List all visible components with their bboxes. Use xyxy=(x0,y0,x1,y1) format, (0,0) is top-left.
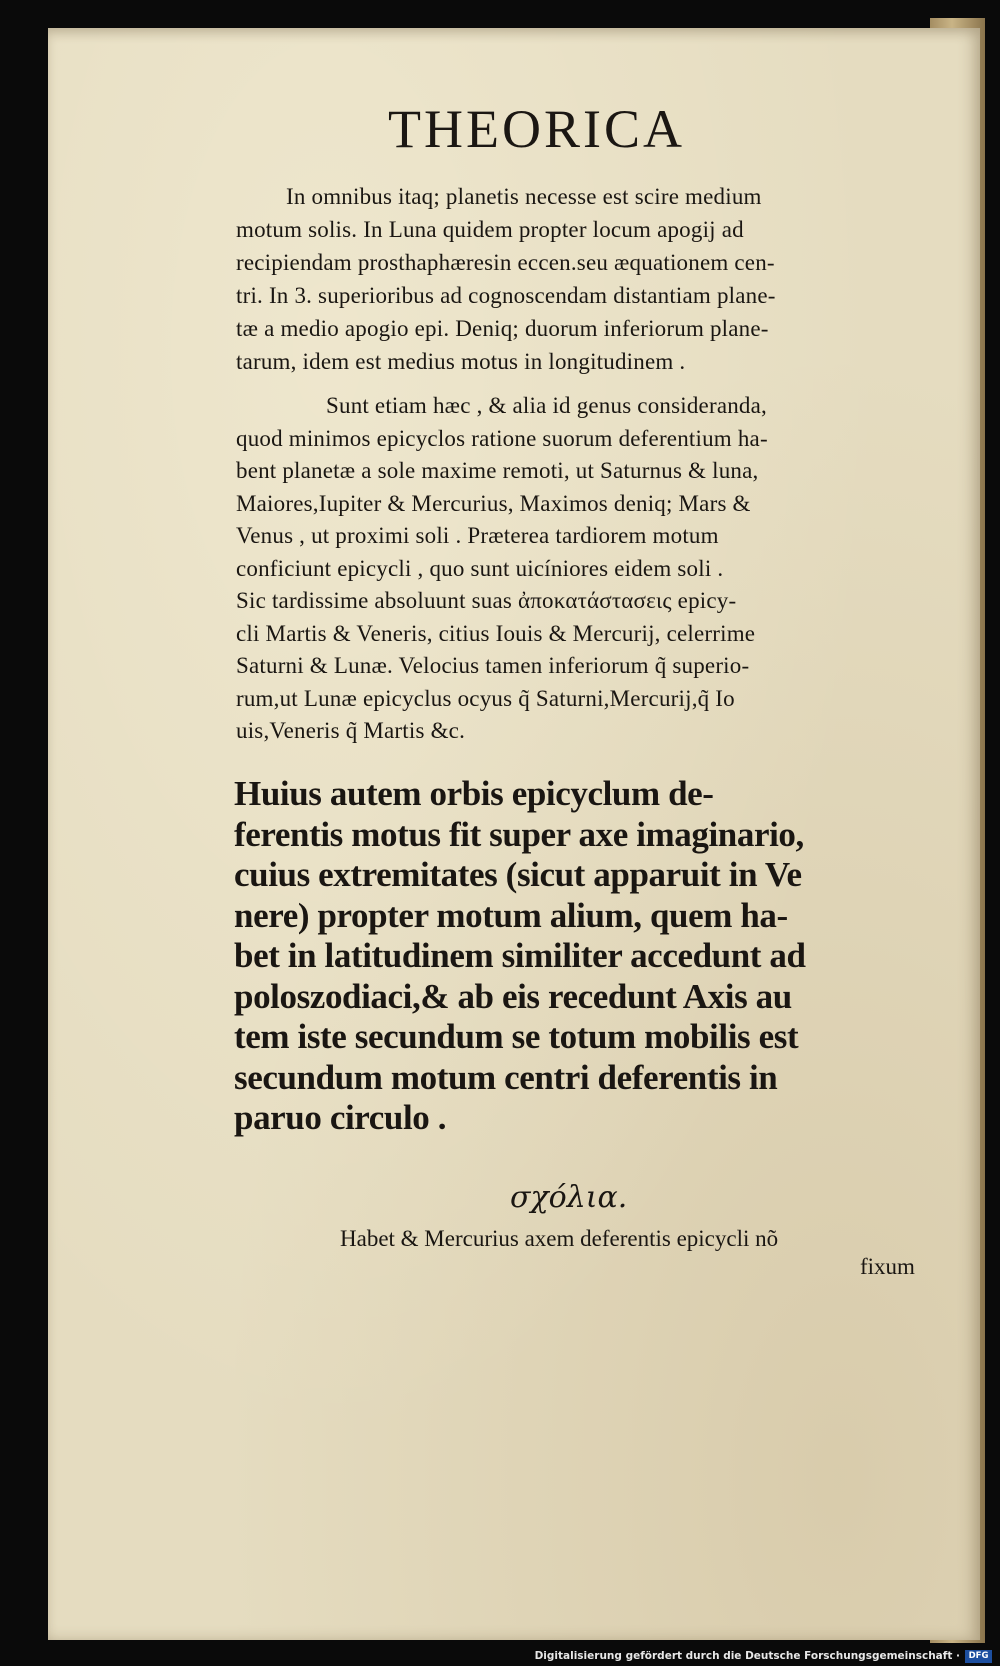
text-line: ferentis motus fit super axe imaginario, xyxy=(234,814,804,854)
text-line: Sic tardissime absoluunt suas ἀποκατάστασεις epicy- xyxy=(236,588,737,613)
funding-credit: Digitalisierung gefördert durch die Deutsche Forschungsgemeinschaft · xyxy=(534,1650,960,1662)
text-line: cli Martis & Veneris, citius Iouis & Mercurij, celerrime xyxy=(236,620,756,646)
text-line: tarum, idem est medius motus in longitudinem . xyxy=(236,349,686,374)
scholia-continuation: fixum xyxy=(860,1254,915,1279)
text-line: rum,ut Lunæ epicyclus ocyus q̃ Saturni,Mercurij,q̃ Io xyxy=(236,685,735,711)
text-line: secundum motum centri deferentis in xyxy=(234,1057,778,1097)
text-line: Maiores,Iupiter & Mercurius, Maximos deniq; Mars & xyxy=(236,490,751,516)
text-line: quod minimos epicyclos ratione suorum deferentium ha- xyxy=(236,425,768,451)
text-line: poloszodiaci,& ab eis recedunt Axis au xyxy=(234,976,792,1016)
running-head: THEORICA xyxy=(388,99,685,159)
scholia-heading: σχόλια. xyxy=(510,1180,628,1215)
text-line: tri. In 3. superioribus ad cognoscendam distantiam plane- xyxy=(236,283,776,308)
text-line: bent planetæ a sole maxime remoti, ut Saturnus & luna, xyxy=(236,458,759,483)
text-line: Sunt etiam hæc , & alia id genus consideranda, xyxy=(326,393,767,418)
dfg-logo: DFG xyxy=(965,1650,992,1663)
paragraph-3-large xyxy=(234,774,806,1139)
text-line: motum solis. In Luna quidem propter locum apogij ad xyxy=(236,217,744,242)
text-line: nere) propter motum alium, quem ha- xyxy=(234,895,788,935)
text-line: In omnibus itaq; planetis necesse est scire medium xyxy=(286,184,762,209)
scholia-text: Habet & Mercurius axem deferentis epicycli nõ xyxy=(340,1226,779,1251)
text-line: bet in latitudinem similiter accedunt ad xyxy=(234,936,806,975)
text-line: tæ a medio apogio epi. Deniq; duorum inferiorum plane- xyxy=(236,316,769,341)
text-line: Venus , ut proximi soli . Præterea tardiorem motum xyxy=(236,523,719,548)
paragraph-1 xyxy=(236,180,776,378)
text-line: Saturni & Lunæ. Velocius tamen inferiorum q̃ superio- xyxy=(236,653,750,678)
text-line: paruo circulo . xyxy=(234,1098,447,1137)
text-line: uis,Veneris q̃ Martis &c. xyxy=(236,718,466,743)
text-line: recipiendam prosthaphæresin eccen.seu æquationem cen- xyxy=(236,250,775,275)
paragraph-2 xyxy=(236,390,768,748)
book-page xyxy=(48,28,980,1640)
text-line: tem iste secundum se totum mobilis est xyxy=(234,1017,799,1056)
text-line: conficiunt epicycli , quo sunt uicíniores eidem soli . xyxy=(236,555,724,581)
text-line: Huius autem orbis epicyclum de- xyxy=(234,774,714,813)
text-line: cuius extremitates (sicut apparuit in Ve xyxy=(234,855,802,894)
